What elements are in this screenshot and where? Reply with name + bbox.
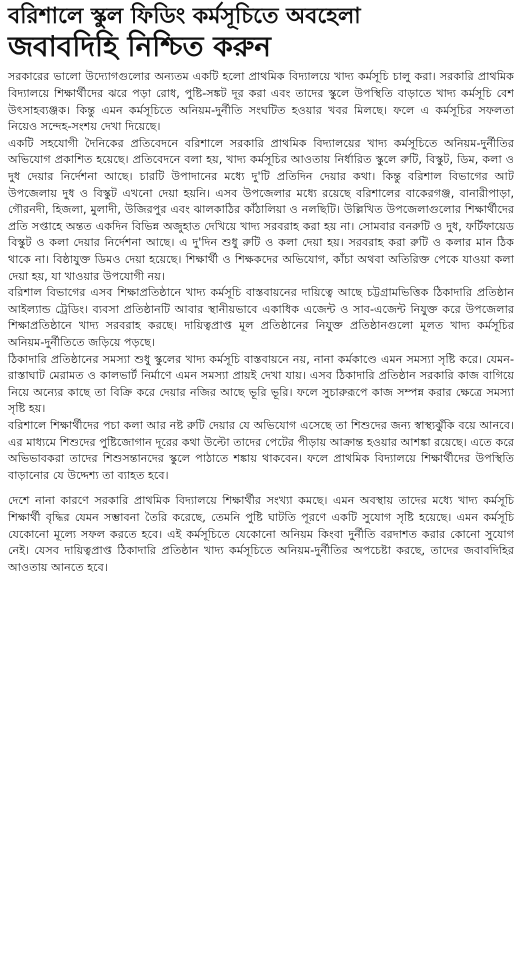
article-paragraph: ঠিকাদারি প্রতিষ্ঠানের সমস্যা শুধু স্কুলের খাদ্য কর্মসূচি বাস্তবায়নে নয়, নানা কর্মকাণ্ডে এমন সমস্যা সৃষ্টি করে। যেমন- রাস্তাঘাট মেরামত ও কালভার্ট নির্মাণে এমন সমস্যা প্রায়ই দেখা যায়। এসব ঠিকাদারি প্রতিষ্ঠান সরকারি কাজ বাগিয়ে নিয়ে অন্যের কাছে তা বিক্রি করে দেয়ার নজির আছে ভূরি ভূরি। ফলে সুচারুরূপে কাজ সম্পন্ন করার ক্ষেত্রে সমস্যা সৃষ্টি হয়। — [8, 352, 514, 416]
article-paragraph: দেশে নানা কারণে সরকারি প্রাথমিক বিদ্যালয়ে শিক্ষার্থীর সংখ্যা কমছে। এমন অবস্থায় তাদের মধ্যে খাদ্য কর্মসূচি শিক্ষার্থী বৃদ্ধির যেমন সম্ভাবনা তৈরি করেছে, তেমনি পুষ্টি ঘাটতি পূরণে একটি সুযোগ সৃষ্টি হয়েছে। এমন কর্মসূচি যেকোনো মূল্যে সফল করতে হবে। এই কর্মসূচিতে যেকোনো অনিয়ম কিংবা দুর্নীতি বরদাশত করার কোনো সুযোগ নেই। যেসব দায়িত্বপ্রাপ্ত ঠিকাদারি প্রতিষ্ঠান খাদ্য কর্মসূচিতে অনিয়ম-দুর্নীতির অপচেষ্টা করছে, তাদের জবাবদিহির আওতায় আনতে হবে। — [8, 494, 514, 574]
article-paragraph: একটি সহযোগী দৈনিকের প্রতিবেদনে বরিশালে সরকারি প্রাথমিক বিদ্যালয়ের খাদ্য কর্মসূচিতে অনিয়ম-দুর্নীতির অভিযোগ প্রকাশিত হয়েছে। প্রতিবেদনে বলা হয়, খাদ্য কর্মসূচির আওতায় নির্ধারিত স্কুলে রুটি, বিস্কুট, ডিম, কলা ও দুধ দেয়ার নির্দেশনা আছে। চারটি উপাদানের মধ্যে দু'টি প্রতিদিন দেয়ার কথা। কিন্তু বরিশাল বিভাগের আট উপজেলায় দুধ ও বিস্কুট এখনো দেয়া হয়নি। এসব উপজেলার মধ্যে রয়েছে বরিশালের বাকেরগঞ্জ, বানারীপাড়া, গৌরনদী, হিজলা, মুলাদী, উজিরপুর এবং ঝালকাঠির কাঁঠালিয়া ও নলছিটি। উল্লিখিত উপজেলাগুলোর শিক্ষার্থীদের প্রতি সপ্তাহে অন্তত একদিন বিভিন্ন অজুহাত দেখিয়ে খাদ্য সরবরাহ করা হয় না। সোমবার বনরুটি ও দুধ, ফর্টিফায়েড বিস্কুট ও কলা দেয়ার নির্দেশনা আছে। এ দু'দিন শুধু রুটি ও কলা দেয়া হয়। সরবরাহ করা রুটি ও কলার মান ঠিক থাকে না। বিষ্ঠাযুক্ত ডিমও দেয়া হয়েছে। শিক্ষার্থী ও শিক্ষকদের অভিযোগ, কাঁচা অথবা অতিরিক্ত পেকে যাওয়া কলা দেয়া হয়, যা খাওয়ার উপযোগী নয়। — [8, 136, 514, 283]
article-body — [8, 69, 514, 576]
article-paragraph: বরিশালে শিক্ষার্থীদের পচা কলা আর নষ্ট রুটি দেয়ার যে অভিযোগ এসেছে তা শিশুদের জন্য স্বাস্থ্যঝুঁকি বয়ে আনবে। এর মাধ্যমে শিশুদের পুষ্টিজোগান দূরের কথা উল্টো তাদের পেটের পীড়ায় আক্রান্ত হওয়ার আশঙ্কা রয়েছে। এতে করে অভিভাবকরা তাদের শিশুসন্তানদের স্কুলে পাঠাতে শঙ্কায় থাকবেন। ফলে প্রাথমিক বিদ্যালয়ে শিক্ষার্থীদের উপস্থিতি বাড়ানোর যে উদ্দেশ্য তা ব্যাহত হবে। — [8, 418, 514, 482]
article-title: জবাবদিহি নিশ্চিত করুন — [8, 30, 272, 64]
article-paragraph: বরিশাল বিভাগের এসব শিক্ষাপ্রতিষ্ঠানে খাদ্য কর্মসূচি বাস্তবায়নের দায়িত্বে আছে চট্টগ্রামভিত্তিক ঠিকাদারি প্রতিষ্ঠান আইল্যান্ড ট্রেডিং। ব্যবসা প্রতিষ্ঠানটি আবার স্থানীয়ভাবে একাধিক এজেন্ট ও সাব-এজেন্ট নিযুক্ত করে উপজেলার শিক্ষাপ্রতিষ্ঠানে খাদ্য সরবরাহ করছে। দায়িত্বপ্রাপ্ত মূল প্রতিষ্ঠানের নিযুক্ত প্রতিষ্ঠানগুলো মূলত খাদ্য কর্মসূচির অনিয়ম-দুর্নীতিতে জড়িয়ে পড়ছে। — [8, 286, 514, 349]
article-kicker: বরিশালে স্কুল ফিডিং কর্মসূচিতে অবহেলা — [8, 4, 361, 29]
article-paragraph: সরকারের ভালো উদ্যোগগুলোর অন্যতম একটি হলো প্রাথমিক বিদ্যালয়ে খাদ্য কর্মসূচি চালু করা। সরকারি প্রাথমিক বিদ্যালয়ে শিক্ষার্থীদের ঝরে পড়া রোধ, পুষ্টি-সঙ্কট দূর করা এবং তাদের স্কুলে উপস্থিতি বাড়াতে খাদ্য কর্মসূচি বেশ উৎসাহব্যঞ্জক। কিন্তু এমন কর্মসূচিতে অনিয়ম-দুর্নীতি সংঘটিত হওয়ার খবর মিলছে। ফলে এ কর্মসূচির সফলতা নিয়েও সন্দেহ-সংশয় দেখা দিয়েছে। — [8, 70, 514, 134]
